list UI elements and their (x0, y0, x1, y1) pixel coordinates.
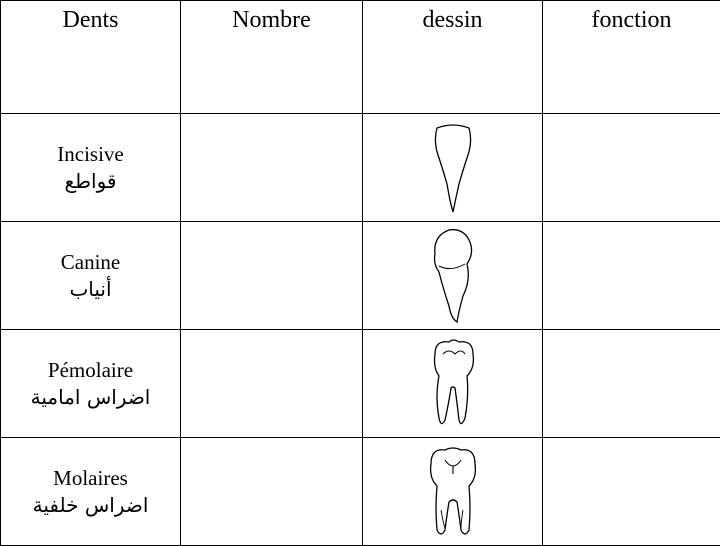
tooth-name-cell (1, 330, 181, 438)
nombre-cell[interactable] (181, 330, 363, 438)
table-row (1, 222, 720, 330)
fonction-cell[interactable] (543, 222, 720, 330)
tooth-name-cell (1, 114, 181, 222)
nombre-cell[interactable] (181, 438, 363, 546)
tooth-name-ar: أنياب (1, 275, 180, 303)
header-nombre: Nombre (181, 1, 363, 114)
tooth-name-fr: Canine (1, 249, 180, 275)
tooth-name-cell (1, 222, 181, 330)
nombre-cell[interactable] (181, 222, 363, 330)
tooth-name-fr: Molaires (1, 465, 180, 491)
drawing-cell (363, 222, 543, 330)
canine-tooth-icon (421, 226, 485, 326)
tooth-name-fr: Pémolaire (1, 357, 180, 383)
table-row (1, 330, 720, 438)
tooth-name-ar: اضراس خلفية (1, 491, 180, 519)
premolar-tooth-icon (423, 336, 483, 432)
fonction-cell[interactable] (543, 330, 720, 438)
drawing-cell (363, 114, 543, 222)
fonction-cell[interactable] (543, 438, 720, 546)
table-row (1, 114, 720, 222)
tooth-name-cell (1, 438, 181, 546)
drawing-cell (363, 330, 543, 438)
header-row (1, 1, 720, 114)
nombre-cell[interactable] (181, 114, 363, 222)
header-fonction: fonction (543, 1, 720, 114)
tooth-name-ar: قواطع (1, 167, 180, 195)
tooth-name-fr: Incisive (1, 141, 180, 167)
table-row (1, 438, 720, 546)
incisor-tooth-icon (423, 122, 483, 214)
header-dents: Dents (1, 1, 181, 114)
drawing-cell (363, 438, 543, 546)
tooth-name-ar: اضراس امامية (1, 383, 180, 411)
fonction-cell[interactable] (543, 114, 720, 222)
molar-tooth-icon (423, 444, 483, 540)
header-dessin: dessin (363, 1, 543, 114)
